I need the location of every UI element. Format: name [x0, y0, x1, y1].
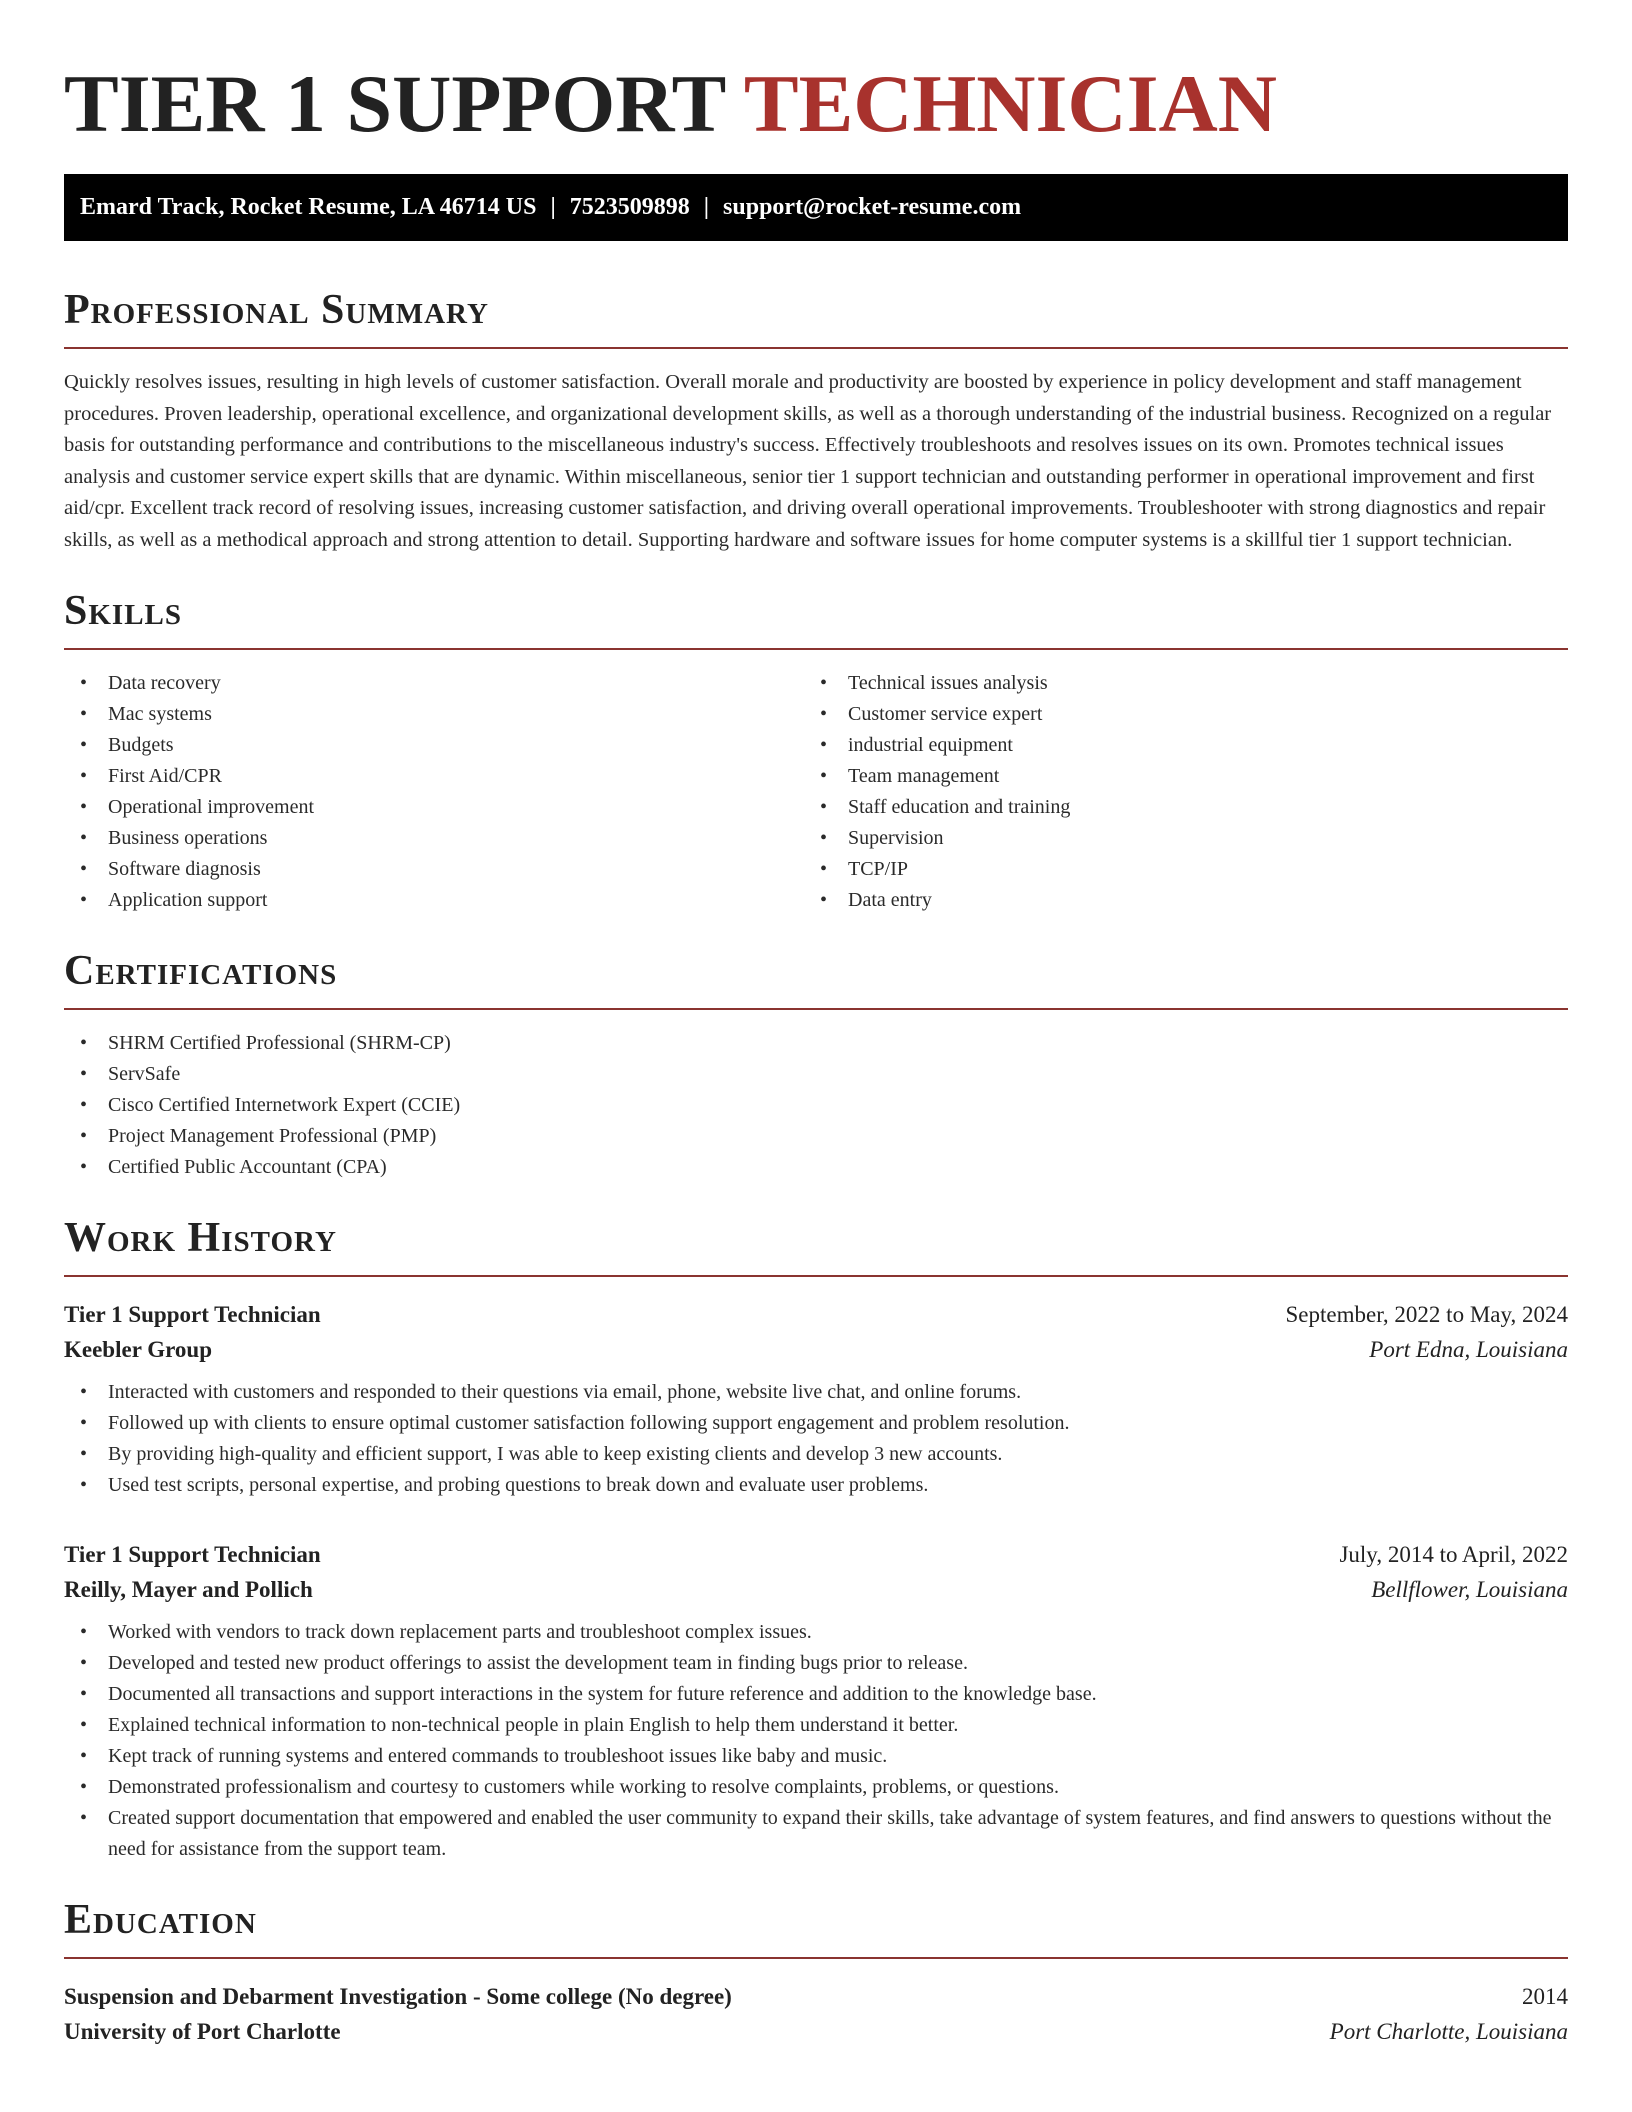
job-bullet: • Interacted with customers and responded to their questions via email, phone, website live chat, and online forums.: [64, 1377, 1568, 1408]
section-divider: [64, 1957, 1568, 1959]
skill-item: • Staff education and training: [804, 792, 1544, 823]
job-bullet: • By providing high-quality and efficient support, I was able to keep existing clients and develop 3 new accounts.: [64, 1439, 1568, 1470]
contact-email: support@rocket-resume.com: [723, 194, 1022, 220]
job-company-row: [64, 1332, 1568, 1367]
skill-item: • Supervision: [804, 823, 1544, 854]
skills-columns: [64, 668, 1568, 916]
section-divider: [64, 1275, 1568, 1277]
certification-item: • ServSafe: [64, 1059, 1568, 1090]
contact-address: Emard Track, Rocket Resume, LA 46714 US: [80, 194, 537, 220]
contact-separator: |: [703, 194, 710, 220]
job-bullet: • Demonstrated professionalism and courtesy to customers while working to resolve complaints, problems, or questions.: [64, 1772, 1568, 1803]
job-location: Port Edna, Louisiana: [1369, 1337, 1568, 1362]
education-year: 2014: [1522, 1984, 1568, 2009]
certifications-list: [64, 1028, 1568, 1183]
job-dates: September, 2022 to May, 2024: [1285, 1302, 1568, 1327]
skill-item: • Customer service expert: [804, 699, 1544, 730]
section-divider: [64, 648, 1568, 650]
skill-item: • Technical issues analysis: [804, 668, 1544, 699]
skill-item: • Data entry: [804, 885, 1544, 916]
skills-right-list: [804, 668, 1544, 916]
job-bullet: • Documented all transactions and support interactions in the system for future reference and addition to the knowledge base.: [64, 1679, 1568, 1710]
certifications-section: [64, 946, 1568, 1183]
section-divider: [64, 1008, 1568, 1010]
title-accent: TECHNICIAN: [743, 58, 1277, 149]
job-company: Keebler Group: [64, 1337, 213, 1362]
job-company: Reilly, Mayer and Pollich: [64, 1577, 313, 1602]
job-title: Tier 1 Support Technician: [64, 1302, 321, 1327]
job-bullet: • Worked with vendors to track down replacement parts and troubleshoot complex issues.: [64, 1617, 1568, 1648]
education-heading: Education: [64, 1897, 257, 1943]
title-main: TIER 1 SUPPORT: [64, 58, 725, 149]
skill-item: • Operational improvement: [64, 792, 804, 823]
job-bullets: [64, 1617, 1568, 1865]
certification-item: • Project Management Professional (PMP): [64, 1121, 1568, 1152]
skill-item: • Software diagnosis: [64, 854, 804, 885]
section-divider: [64, 347, 1568, 349]
job-title: Tier 1 Support Technician: [64, 1542, 321, 1567]
job-header-row: [64, 1297, 1568, 1332]
skill-item: • TCP/IP: [804, 854, 1544, 885]
education-location: Port Charlotte, Louisiana: [1329, 2019, 1568, 2044]
education-degree-row: [64, 1979, 1568, 2014]
skill-item: • Application support: [64, 885, 804, 916]
job-entry: [64, 1537, 1568, 1865]
certification-item: • SHRM Certified Professional (SHRM-CP): [64, 1028, 1568, 1059]
skill-item: • Data recovery: [64, 668, 804, 699]
skill-item: • Mac systems: [64, 699, 804, 730]
education-section: [64, 1895, 1568, 2049]
contact-separator: |: [550, 194, 556, 220]
job-bullet: • Used test scripts, personal expertise, and probing questions to break down and evaluate user problems.: [64, 1470, 1568, 1501]
job-bullet: • Developed and tested new product offerings to assist the development team in finding bugs prior to release.: [64, 1648, 1568, 1679]
certifications-heading: Certifications: [64, 948, 338, 994]
job-bullet: • Explained technical information to non-technical people in plain English to help them understand it better.: [64, 1710, 1568, 1741]
skill-item: • Team management: [804, 761, 1544, 792]
job-bullets: [64, 1377, 1568, 1501]
summary-text: Quickly resolves issues, resulting in high levels of customer satisfaction. Overall morale and productivity are boosted by experience in policy development and staff management procedures. Proven leadership, operational excellence, and organizational development skills, as well as a thorough understanding of the industrial business. Recognized on a regular basis for outstanding performance and contributions to the miscellaneous industry's success. Effectively troubleshoots and resolves issues on its own. Promotes technical issues analysis and customer service expert skills that are dynamic. Within miscellaneous, senior tier 1 support technician and outstanding performer in operational improvement and first aid/cpr. Excellent track record of resolving issues, increasing customer satisfaction, and driving overall operational improvements. Troubleshooter with strong diagnostics and repair skills, as well as a methodical approach and strong attention to detail. Supporting hardware and software issues for home computer systems is a skillful tier 1 support technician.: [64, 371, 1552, 551]
skill-item: • industrial equipment: [804, 730, 1544, 761]
certification-item: • Cisco Certified Internetwork Expert (CCIE): [64, 1090, 1568, 1121]
job-company-row: [64, 1572, 1568, 1607]
job-location: Bellflower, Louisiana: [1371, 1577, 1568, 1602]
work-history-section: [64, 1213, 1568, 1865]
resume-title: [64, 0, 1568, 150]
skill-item: • Business operations: [64, 823, 804, 854]
job-entry: [64, 1297, 1568, 1501]
job-dates: July, 2014 to April, 2022: [1339, 1542, 1568, 1567]
skills-left-list: [64, 668, 804, 916]
job-bullet: • Created support documentation that empowered and enabled the user community to expand their skills, take advantage of system features, and find answers to questions without the need for assistance from the support team.: [64, 1803, 1568, 1865]
education-entry: [64, 1979, 1568, 2049]
education-degree: Suspension and Debarment Investigation - Some college (No degree): [64, 1984, 732, 2009]
education-school-row: [64, 2014, 1568, 2049]
education-school: University of Port Charlotte: [64, 2019, 341, 2044]
job-header-row: [64, 1537, 1568, 1572]
summary-section: [64, 285, 1568, 556]
job-bullet: • Followed up with clients to ensure optimal customer satisfaction following support engagement and problem resolution.: [64, 1408, 1568, 1439]
skill-item: • Budgets: [64, 730, 804, 761]
work-history-heading: Work History: [64, 1215, 337, 1261]
job-bullet: • Kept track of running systems and entered commands to troubleshoot issues like baby and music.: [64, 1741, 1568, 1772]
certification-item: • Certified Public Accountant (CPA): [64, 1152, 1568, 1183]
skills-section: [64, 586, 1568, 916]
summary-heading: Professional Summary: [64, 287, 489, 333]
skill-item: • First Aid/CPR: [64, 761, 804, 792]
skills-heading: Skills: [64, 588, 183, 634]
contact-phone: 7523509898: [569, 194, 690, 220]
contact-bar: [64, 174, 1568, 241]
